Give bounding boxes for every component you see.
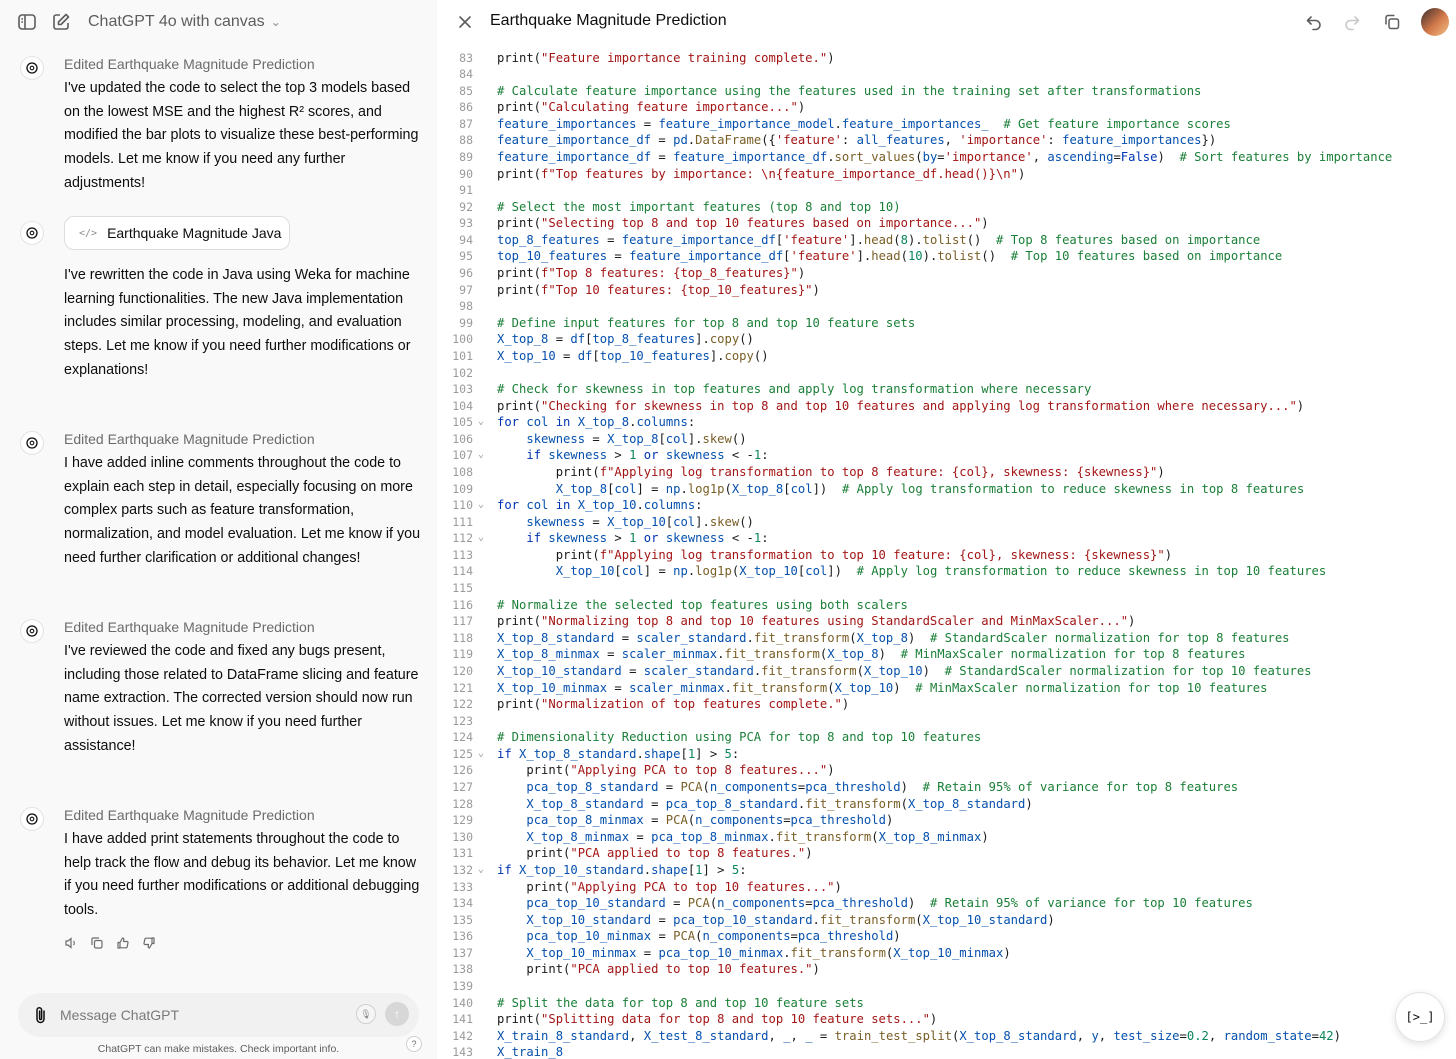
code-text: print(f"Applying log transformation to top 10 feature: {col}, skewness: {skewness}") bbox=[497, 547, 1173, 562]
line-number: 102 bbox=[452, 365, 473, 380]
code-text: pca_top_8_minmax = PCA(n_components=pca_threshold) bbox=[526, 813, 894, 828]
code-line[interactable] bbox=[437, 298, 1456, 315]
line-number: 83 bbox=[459, 50, 473, 65]
code-text: X_top_10_standard = pca_top_10_standard.fit_transform(X_top_10_standard) bbox=[526, 912, 1055, 927]
line-number: 127 bbox=[452, 780, 473, 795]
line-number: 139 bbox=[452, 978, 473, 993]
line-number: 138 bbox=[452, 962, 473, 977]
code-line[interactable] bbox=[437, 945, 1456, 962]
code-text: X_top_8_minmax = scaler_minmax.fit_transform(X_top_8) # MinMaxScaler normalization for top 8 features bbox=[497, 647, 1246, 662]
code-text: print("Applying PCA to top 8 features...") bbox=[497, 763, 835, 778]
code-text: X_top_8_minmax = pca_top_8_minmax.fit_transform(X_top_8_minmax) bbox=[526, 829, 989, 844]
code-line[interactable] bbox=[437, 729, 1456, 746]
line-number: 92 bbox=[459, 199, 473, 214]
message-input[interactable] bbox=[60, 1005, 340, 1025]
chip-label: Earthquake Magnitude Java bbox=[107, 225, 282, 241]
code-text: if skewness > 1 or skewness < -1: bbox=[526, 448, 769, 463]
code-line[interactable] bbox=[437, 514, 1456, 531]
voice-icon[interactable]: 🎙 bbox=[356, 1004, 376, 1024]
copy-icon[interactable] bbox=[90, 936, 104, 950]
code-text: for col in X_top_10.columns: bbox=[497, 498, 703, 513]
line-number: 129 bbox=[452, 813, 473, 828]
code-line[interactable] bbox=[437, 746, 1456, 763]
line-number: 86 bbox=[459, 100, 473, 115]
line-number: 113 bbox=[452, 547, 473, 562]
code-line[interactable] bbox=[437, 50, 1456, 67]
code-text: skewness = X_top_10[col].skew() bbox=[526, 514, 754, 529]
line-number: 96 bbox=[459, 266, 473, 281]
code-line[interactable] bbox=[437, 895, 1456, 912]
code-text: for col in X_top_8.columns: bbox=[497, 415, 696, 430]
code-line[interactable] bbox=[437, 481, 1456, 498]
line-number: 116 bbox=[452, 597, 473, 612]
line-number: 110 bbox=[452, 498, 473, 513]
line-number: 136 bbox=[452, 929, 473, 944]
code-line[interactable] bbox=[437, 912, 1456, 929]
line-number: 120 bbox=[452, 663, 473, 678]
code-line[interactable] bbox=[437, 845, 1456, 862]
code-line[interactable] bbox=[437, 663, 1456, 680]
code-line[interactable] bbox=[437, 431, 1456, 448]
canvas-panel bbox=[437, 0, 1456, 1059]
close-icon[interactable] bbox=[454, 11, 476, 33]
message-actions bbox=[64, 936, 156, 950]
line-number: 119 bbox=[452, 647, 473, 662]
redo-icon[interactable] bbox=[1341, 11, 1363, 33]
sidebar-toggle-icon[interactable] bbox=[16, 11, 38, 33]
chatgpt-logo-icon bbox=[20, 56, 44, 80]
code-text: X_top_8_standard = scaler_standard.fit_transform(X_top_8) # StandardScaler normalization for top 8 features bbox=[497, 630, 1290, 645]
code-line[interactable] bbox=[437, 829, 1456, 846]
line-number: 126 bbox=[452, 763, 473, 778]
code-line[interactable] bbox=[437, 447, 1456, 464]
line-number: 87 bbox=[459, 116, 473, 131]
code-line[interactable] bbox=[437, 563, 1456, 580]
code-text: print("Normalizing top 8 and top 10 features using StandardScaler and MinMaxScaler...") bbox=[497, 614, 1136, 629]
paperclip-icon[interactable] bbox=[32, 1005, 50, 1025]
code-text: # Dimensionality Reduction using PCA for top 8 and top 10 features bbox=[497, 730, 982, 745]
line-number: 133 bbox=[452, 879, 473, 894]
code-text: print("Feature importance training complete.") bbox=[497, 50, 835, 65]
code-text: X_train_8_standard, X_test_8_standard, _, _ = train_test_split(X_top_8_standard, y, test_size=0.2, random_state=42) bbox=[497, 1028, 1341, 1043]
code-line[interactable] bbox=[437, 762, 1456, 779]
thumbs-up-icon[interactable] bbox=[116, 936, 130, 950]
code-line[interactable] bbox=[437, 580, 1456, 597]
terminal-icon: [>_] bbox=[1405, 1010, 1435, 1024]
edited-label[interactable]: Edited Earthquake Magnitude Prediction bbox=[64, 807, 315, 823]
code-line[interactable] bbox=[437, 398, 1456, 415]
line-number: 89 bbox=[459, 149, 473, 164]
fold-chevron-icon[interactable]: ⌄ bbox=[478, 532, 485, 544]
chevron-down-icon: ⌄ bbox=[270, 15, 281, 29]
edited-label[interactable]: Edited Earthquake Magnitude Prediction bbox=[64, 56, 315, 72]
code-line[interactable] bbox=[437, 597, 1456, 614]
line-number: 117 bbox=[452, 614, 473, 629]
line-number: 108 bbox=[452, 465, 473, 479]
code-text: if X_top_8_standard.shape[1] > 5: bbox=[497, 746, 740, 761]
chatgpt-logo-icon bbox=[20, 619, 44, 643]
code-text: if skewness > 1 or skewness < -1: bbox=[526, 531, 769, 546]
line-number: 118 bbox=[452, 630, 473, 645]
code-line[interactable] bbox=[437, 315, 1456, 332]
line-number: 99 bbox=[459, 315, 473, 330]
code-text: # Check for skewness in top features and apply log transformation where necessary bbox=[497, 382, 1092, 397]
code-line[interactable] bbox=[437, 365, 1456, 382]
code-text: print("Calculating feature importance...") bbox=[497, 100, 806, 115]
line-number: 107 bbox=[452, 448, 473, 463]
canvas-chip-earthquake-java[interactable] bbox=[64, 216, 290, 250]
code-text: X_train_8 bbox=[497, 1045, 564, 1059]
line-number: 123 bbox=[452, 713, 473, 728]
line-number: 125 bbox=[452, 746, 473, 761]
fold-chevron-icon[interactable]: ⌄ bbox=[478, 499, 485, 511]
line-number: 105 bbox=[452, 415, 473, 430]
code-text: # Select the most important features (top 8 and top 10) bbox=[497, 199, 901, 214]
code-line[interactable] bbox=[437, 995, 1456, 1012]
code-text: feature_importance_df = feature_importance_df.sort_values(by='importance', ascending=False) # Sort features by importance bbox=[497, 149, 1393, 164]
help-button[interactable]: ? bbox=[406, 1036, 422, 1052]
chatgpt-logo-icon bbox=[20, 221, 44, 245]
line-number: 112 bbox=[452, 531, 473, 546]
line-number: 109 bbox=[452, 481, 473, 496]
code-line[interactable] bbox=[437, 99, 1456, 116]
code-text: print("Checking for skewness in top 8 and top 10 features and applying log transformation where necessary...") bbox=[497, 398, 1305, 413]
code-text: X_top_10_minmax = pca_top_10_minmax.fit_transform(X_top_10_minmax) bbox=[526, 945, 1011, 960]
code-text: print("Splitting data for top 8 and top 10 feature sets...") bbox=[497, 1012, 938, 1027]
document-title: Earthquake Magnitude Prediction bbox=[490, 12, 727, 29]
code-text: print("PCA applied to top 10 features.") bbox=[497, 962, 820, 977]
line-number: 106 bbox=[452, 431, 473, 446]
avatar[interactable] bbox=[1421, 8, 1449, 36]
line-number: 121 bbox=[452, 680, 473, 695]
code-text: X_top_8[col] = np.log1p(X_top_8[col]) # Apply log transformation to reduce skewness in top 8 features bbox=[555, 481, 1305, 496]
line-number: 132 bbox=[452, 862, 473, 877]
code-text: X_top_10_standard = scaler_standard.fit_transform(X_top_10) # StandardScaler normalization for top 10 features bbox=[497, 663, 1312, 678]
new-chat-icon[interactable] bbox=[50, 11, 72, 33]
line-number: 142 bbox=[452, 1028, 473, 1043]
line-number: 143 bbox=[452, 1045, 473, 1059]
code-line[interactable] bbox=[437, 713, 1456, 730]
code-text: print("Applying PCA to top 10 features...") bbox=[497, 879, 842, 894]
line-number: 103 bbox=[452, 382, 473, 397]
line-number: 134 bbox=[452, 896, 473, 911]
code-line[interactable] bbox=[437, 282, 1456, 299]
line-number: 101 bbox=[452, 348, 473, 363]
line-number: 122 bbox=[452, 697, 473, 712]
code-line[interactable] bbox=[437, 779, 1456, 796]
code-line[interactable] bbox=[437, 530, 1456, 547]
code-line[interactable] bbox=[437, 1044, 1456, 1059]
line-number: 98 bbox=[459, 299, 473, 314]
line-number: 91 bbox=[459, 183, 473, 198]
line-number: 135 bbox=[452, 912, 473, 927]
disclaimer-text: ChatGPT can make mistakes. Check important info. bbox=[97, 1043, 340, 1055]
line-number: 84 bbox=[459, 67, 473, 82]
line-number: 100 bbox=[452, 332, 473, 347]
code-text: pca_top_8_standard = PCA(n_components=pca_threshold) # Retain 95% of variance for top 8 features bbox=[526, 780, 1239, 795]
code-line[interactable] bbox=[437, 265, 1456, 282]
line-number: 95 bbox=[459, 249, 473, 264]
line-number: 114 bbox=[452, 564, 473, 579]
code-line[interactable] bbox=[437, 961, 1456, 978]
model-title-label: ChatGPT 4o with canvas bbox=[88, 13, 265, 30]
code-line[interactable] bbox=[437, 132, 1456, 149]
code-line[interactable] bbox=[437, 414, 1456, 431]
code-line[interactable] bbox=[437, 630, 1456, 647]
undo-icon[interactable] bbox=[1303, 11, 1325, 33]
code-line[interactable] bbox=[437, 547, 1456, 564]
code-text: print("Normalization of top features complete.") bbox=[497, 697, 850, 712]
code-line[interactable] bbox=[437, 83, 1456, 100]
code-text: X_top_10_minmax = scaler_minmax.fit_transform(X_top_10) # MinMaxScaler normalization for top 10 features bbox=[497, 680, 1268, 695]
send-button[interactable]: ↑ bbox=[385, 1002, 409, 1026]
code-line[interactable] bbox=[437, 182, 1456, 199]
code-text: skewness = X_top_8[col].skew() bbox=[526, 431, 747, 446]
model-selector[interactable] bbox=[88, 12, 281, 32]
code-line[interactable] bbox=[437, 497, 1456, 514]
line-number: 141 bbox=[452, 1012, 473, 1027]
code-line[interactable] bbox=[437, 348, 1456, 365]
code-text: print(f"Top 10 features: {top_10_features}") bbox=[497, 282, 820, 297]
line-number: 85 bbox=[459, 83, 473, 98]
code-text: feature_importance_df = pd.DataFrame({'feature': all_features, 'importance': feature_importances}) bbox=[497, 133, 1217, 148]
code-line[interactable] bbox=[437, 796, 1456, 813]
message-text: I have added inline comments throughout the code to explain each step in detail, especially focusing on more complex parts such as feature transformation, normalization, and model evaluation. Let me know if you need further clarification or additional changes! bbox=[64, 455, 421, 566]
code-text: # Split the data for top 8 and top 10 feature sets bbox=[497, 995, 864, 1010]
code-line[interactable] bbox=[437, 812, 1456, 829]
code-line[interactable] bbox=[437, 464, 1456, 481]
code-text: X_top_8 = df[top_8_features].copy() bbox=[497, 332, 754, 347]
fold-chevron-icon[interactable]: ⌄ bbox=[478, 863, 485, 875]
edited-label[interactable]: Edited Earthquake Magnitude Prediction bbox=[64, 619, 315, 635]
line-number: 115 bbox=[452, 581, 473, 596]
copy-document-icon[interactable] bbox=[1381, 11, 1403, 33]
message-text: I have added print statements throughout the code to help track the flow and debug its behavior. Let me know if you need further modifications or additional debugging tools. bbox=[64, 831, 420, 919]
code-text: print(f"Applying log transformation to top 8 feature: {col}, skewness: {skewness}") bbox=[497, 465, 1165, 479]
code-line[interactable] bbox=[437, 879, 1456, 896]
line-number: 128 bbox=[452, 796, 473, 811]
code-text: print(f"Top 8 features: {top_8_features}") bbox=[497, 266, 806, 281]
code-line[interactable] bbox=[437, 1028, 1456, 1045]
edited-label[interactable]: Edited Earthquake Magnitude Prediction bbox=[64, 431, 315, 447]
message-text: I've updated the code to select the top 3 models based on the lowest MSE and the highest R² scores, and modified the bar plots to visualize these best-performing models. Let me know if you need any further adjustments! bbox=[64, 80, 419, 191]
code-text: X_top_8_standard = pca_top_8_standard.fit_transform(X_top_8_standard) bbox=[526, 796, 1033, 811]
code-text: # Define input features for top 8 and top 10 feature sets bbox=[497, 315, 916, 330]
code-text: X_top_10[col] = np.log1p(X_top_10[col]) # Apply log transformation to reduce skewness in top 10 features bbox=[555, 564, 1327, 579]
line-number: 111 bbox=[452, 514, 473, 529]
code-line[interactable] bbox=[437, 613, 1456, 630]
code-line[interactable] bbox=[437, 149, 1456, 166]
code-text: if X_top_10_standard.shape[1] > 5: bbox=[497, 862, 747, 877]
code-line[interactable] bbox=[437, 1011, 1456, 1028]
run-code-button[interactable] bbox=[1395, 992, 1445, 1042]
code-line[interactable] bbox=[437, 381, 1456, 398]
code-line[interactable] bbox=[437, 862, 1456, 879]
code-text: feature_importances = feature_importance_model.feature_importances_ # Get feature importance scores bbox=[497, 116, 1231, 131]
code-line[interactable] bbox=[437, 928, 1456, 945]
line-number: 94 bbox=[459, 232, 473, 247]
code-text: top_10_features = feature_importance_df['feature'].head(10).tolist() # Top 10 features based on importance bbox=[497, 249, 1283, 264]
code-line[interactable] bbox=[437, 978, 1456, 995]
line-number: 130 bbox=[452, 829, 473, 844]
code-icon: </> bbox=[79, 227, 98, 239]
fold-chevron-icon[interactable]: ⌄ bbox=[478, 416, 485, 428]
code-line[interactable] bbox=[437, 215, 1456, 232]
code-text: # Calculate feature importance using the features used in the training set after transformations bbox=[497, 83, 1202, 98]
line-number: 88 bbox=[459, 133, 473, 148]
code-text: # Normalize the selected top features using both scalers bbox=[497, 597, 908, 612]
code-text: print("PCA applied to top 8 features.") bbox=[497, 846, 813, 861]
line-number: 97 bbox=[459, 282, 473, 297]
code-line[interactable] bbox=[437, 646, 1456, 663]
code-line[interactable] bbox=[437, 166, 1456, 183]
line-number: 137 bbox=[452, 945, 473, 960]
line-number: 140 bbox=[452, 995, 473, 1010]
message-composer bbox=[18, 993, 419, 1037]
code-line[interactable] bbox=[437, 232, 1456, 249]
code-line[interactable] bbox=[437, 116, 1456, 133]
message-text: I've rewritten the code in Java using Weka for machine learning functionalities. The new Java implementation includes similar processing, modeling, and evaluation steps. Let me know if you need further modifications or explanations! bbox=[64, 267, 411, 378]
code-text: top_8_features = feature_importance_df['feature'].head(8).tolist() # Top 8 features based on importance bbox=[497, 232, 1261, 247]
line-number: 104 bbox=[452, 398, 473, 413]
line-number: 90 bbox=[459, 166, 473, 181]
chat-sidebar bbox=[0, 0, 437, 1059]
fold-chevron-icon[interactable]: ⌄ bbox=[478, 747, 485, 759]
code-line[interactable] bbox=[437, 248, 1456, 265]
code-text: pca_top_10_minmax = PCA(n_components=pca_threshold) bbox=[526, 929, 901, 944]
chatgpt-logo-icon bbox=[20, 807, 44, 831]
fold-chevron-icon[interactable]: ⌄ bbox=[478, 449, 485, 461]
code-line[interactable] bbox=[437, 66, 1456, 83]
code-text: pca_top_10_standard = PCA(n_components=pca_threshold) # Retain 95% of variance for top 10 features bbox=[526, 896, 1253, 911]
thumbs-down-icon[interactable] bbox=[142, 936, 156, 950]
line-number: 131 bbox=[452, 846, 473, 861]
message-text: I've reviewed the code and fixed any bugs present, including those related to DataFrame slicing and feature name extraction. The corrected version should now run without issues. Let me know if you need further assistance! bbox=[64, 643, 419, 754]
canvas-header bbox=[437, 0, 1456, 44]
chatgpt-logo-icon bbox=[20, 431, 44, 455]
code-text: X_top_10 = df[top_10_features].copy() bbox=[497, 348, 769, 363]
code-line[interactable] bbox=[437, 331, 1456, 348]
line-number: 124 bbox=[452, 730, 473, 745]
line-number: 93 bbox=[459, 216, 473, 231]
code-line[interactable] bbox=[437, 696, 1456, 713]
code-line[interactable] bbox=[437, 680, 1456, 697]
code-text: print(f"Top features by importance: \n{feature_importance_df.head()}\n") bbox=[497, 166, 1026, 181]
read-aloud-icon[interactable] bbox=[64, 936, 78, 950]
code-text: print("Selecting top 8 and top 10 features based on importance...") bbox=[497, 216, 989, 231]
code-line[interactable] bbox=[437, 199, 1456, 216]
